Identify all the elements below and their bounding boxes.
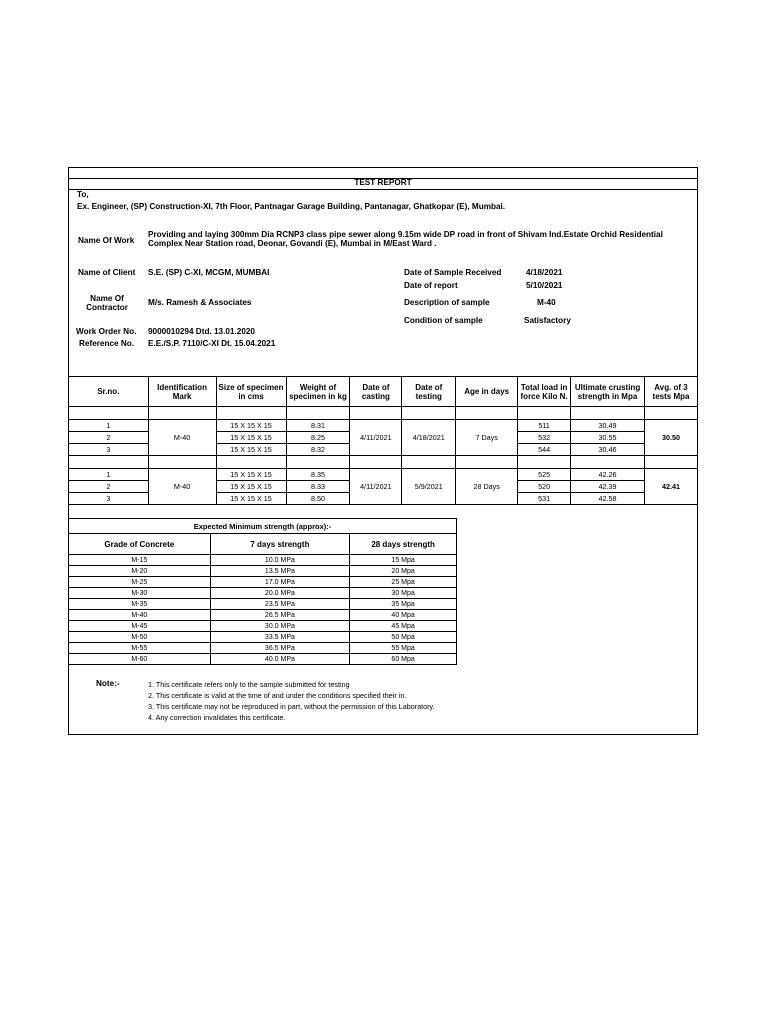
table-row: M-50 33.5 MPa 50 Mpa [69, 632, 457, 643]
table-row: 2 15 X 15 X 15 8.33 520 42.39 [69, 481, 698, 493]
report-title: TEST REPORT [354, 178, 412, 187]
expected-strength-table [68, 518, 457, 665]
col-strength: Ultimate crusting strength in Mpa [571, 377, 645, 407]
col-load: Total load in force Kilo N. [518, 377, 571, 407]
identification-mark: M-40 [148, 420, 216, 456]
note-item: 4. Any correction invalidates this certificate. [148, 713, 286, 722]
table-row: M-35 23.5 MPa 35 Mpa [69, 599, 457, 610]
note-label: Note:- [96, 679, 120, 688]
work-order-value: 9000010294 Dtd. 13.01.2020 [148, 327, 255, 336]
table-row: 1 M-40 15 X 15 X 15 8.31 4/11/2021 4/18/2021 7 Days 511 30.49 30.50 [69, 420, 698, 432]
table-row: M-40 26.5 MPa 40 Mpa [69, 610, 457, 621]
testing-date: 4/18/2021 [402, 420, 456, 456]
testing-date: 5/9/2021 [402, 469, 456, 505]
to-label: To, [77, 190, 89, 199]
results-table [68, 376, 698, 505]
client-value: S.E. (SP) C-XI, MCGM, MUMBAI [148, 268, 270, 277]
table-row: M-25 17.0 MPa 25 Mpa [69, 577, 457, 588]
expected-header-row [69, 534, 457, 555]
received-label: Date of Sample Received [404, 268, 502, 277]
contractor-label-line1: Name Of [90, 294, 124, 303]
client-label: Name of Client [78, 268, 136, 277]
age-days: 28 Days [456, 469, 518, 505]
table-row: 3 15 X 15 X 15 8.32 544 30.46 [69, 444, 698, 456]
condition-value: Satisfactory [524, 316, 571, 325]
table-row: 2 15 X 15 X 15 8.25 532 30.55 [69, 432, 698, 444]
col-identification: Identification Mark [148, 377, 216, 407]
table-row: M-30 20.0 MPa 30 Mpa [69, 588, 457, 599]
test-report-frame [68, 167, 698, 735]
col-sr: Sr.no. [69, 377, 149, 407]
work-order-label: Work Order No. [76, 327, 137, 336]
note-item: 1. This certificate refers only to the sample submitted for testing [148, 680, 350, 689]
age-days: 7 Days [456, 420, 518, 456]
table-row: 1 M-40 15 X 15 X 15 8.35 4/11/2021 5/9/2021 28 Days 525 42.26 42.41 [69, 469, 698, 481]
table-row: M-15 10.0 MPa 15 Mpa [69, 555, 457, 566]
average-strength: 42.41 [645, 469, 698, 505]
reference-value: E.E./S.P. 7110/C-XI Dt. 15.04.2021 [148, 339, 276, 348]
name-of-work-label: Name Of Work [78, 236, 135, 245]
casting-date: 4/11/2021 [350, 420, 402, 456]
name-of-work-line1: Providing and laying 300mm Dia RCNP3 class pipe sewer along 9.15m wide DP road in front of Shivam Ind.Estate Orchid Residential [148, 230, 663, 239]
reference-label: Reference No. [79, 339, 135, 348]
note-item: 3. This certificate may not be reproduced in part, without the permission of this Laboratory. [148, 702, 435, 711]
contractor-value: M/s. Ramesh & Associates [148, 298, 252, 307]
average-strength: 30.50 [645, 420, 698, 456]
contractor-label [75, 294, 139, 312]
casting-date: 4/11/2021 [350, 469, 402, 505]
col-testing: Date of testing [402, 377, 456, 407]
description-value: M-40 [537, 298, 556, 307]
address: Ex. Engineer, (SP) Construction-XI, 7th Floor, Pantnagar Garage Building, Pantanagar, Ghatkopar (E), Mumbai. [77, 202, 506, 211]
col-weight: Weight of specimen in kg [286, 377, 350, 407]
col-grade: Grade of Concrete [69, 534, 211, 555]
notes-list [148, 679, 435, 723]
col-size: Size of specimen in cms [216, 377, 286, 407]
divider [69, 178, 697, 179]
col-28days: 28 days strength [350, 534, 457, 555]
spacer-row [69, 407, 698, 420]
description-label: Description of sample [404, 298, 490, 307]
results-header-row [69, 377, 698, 407]
note-item: 2. This certificate is valid at the time of and under the conditions specified their in. [148, 691, 407, 700]
received-value: 4/18/2021 [526, 268, 563, 277]
col-avg: Avg. of 3 tests Mpa [645, 377, 698, 407]
spacer-row [69, 456, 698, 469]
table-row: M-45 30.0 MPa 45 Mpa [69, 621, 457, 632]
table-row: M-20 13.5 MPa 20 Mpa [69, 566, 457, 577]
report-date-label: Date of report [404, 281, 458, 290]
condition-label: Condition of sample [404, 316, 483, 325]
expected-title: Expected Minimum strength (approx):- [69, 519, 457, 534]
col-age: Age in days [456, 377, 518, 407]
contractor-label-line2: Contractor [86, 303, 128, 312]
table-row: 3 15 X 15 X 15 8.50 531 42.58 [69, 493, 698, 505]
table-row: M-55 36.5 MPa 55 Mpa [69, 643, 457, 654]
table-row: M-60 40.0 MPa 60 Mpa [69, 654, 457, 665]
col-7days: 7 days strength [210, 534, 350, 555]
col-casting: Date of casting [350, 377, 402, 407]
divider [69, 189, 697, 190]
report-date-value: 5/10/2021 [526, 281, 563, 290]
name-of-work-line2: Complex Near Station road, Deonar, Govandi (E), Mumbai in M/East Ward . [148, 239, 437, 248]
identification-mark: M-40 [148, 469, 216, 505]
